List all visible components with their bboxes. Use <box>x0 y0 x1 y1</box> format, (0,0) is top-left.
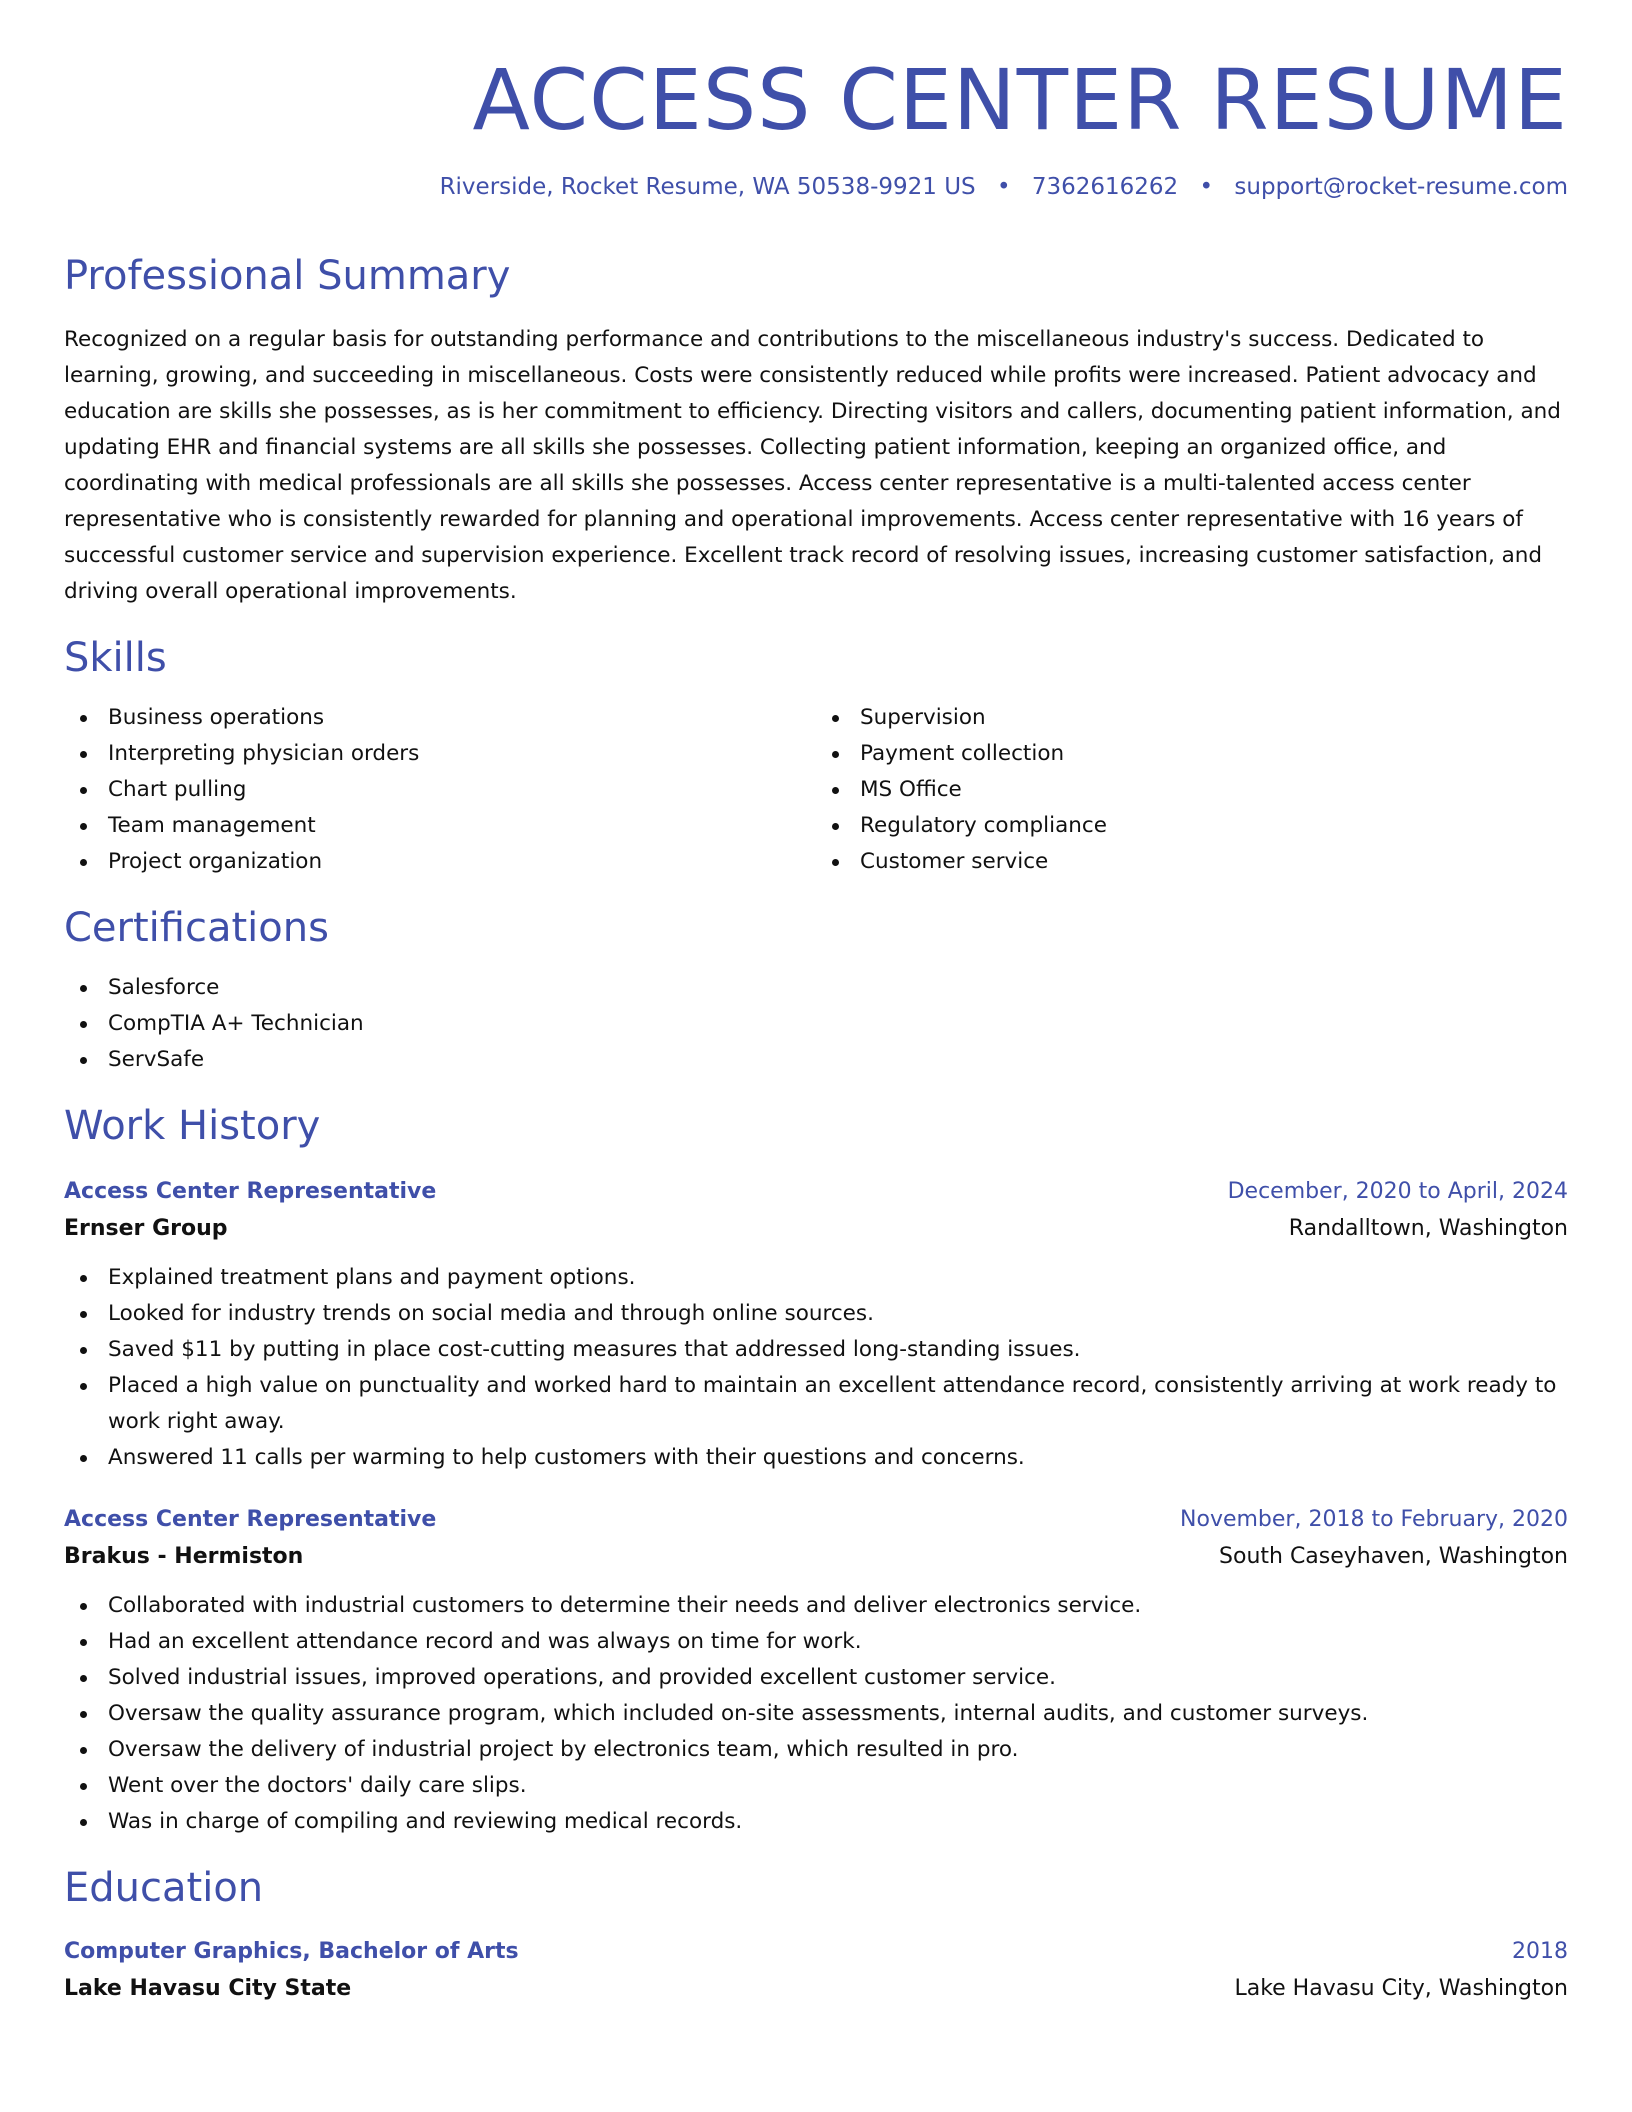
skill-item: Interpreting physician orders <box>64 736 816 772</box>
education-location: Lake Havasu City, Washington <box>1234 1975 1568 2001</box>
contact-separator: • <box>1199 174 1214 201</box>
education-heading: Education <box>64 1864 264 1911</box>
education-school-row <box>64 1970 1568 2008</box>
job-bullet: Oversaw the delivery of industrial project by electronics team, which resulted in pro. <box>64 1732 1568 1768</box>
certification-item: CompTIA A+ Technician <box>64 1006 1568 1042</box>
skill-item: MS Office <box>816 772 1568 808</box>
certifications-heading: Certifications <box>64 904 329 951</box>
skill-item: Customer service <box>816 844 1568 880</box>
contact-email: support@rocket-resume.com <box>1234 174 1568 201</box>
skills-list-right <box>816 700 1568 880</box>
job-bullet: Explained treatment plans and payment options. <box>64 1260 1568 1296</box>
job-dates: November, 2018 to February, 2020 <box>1180 1506 1568 1532</box>
education-school: Lake Havasu City State <box>64 1975 352 2001</box>
job-bullets <box>64 1260 1568 1476</box>
contact-separator: • <box>996 174 1011 201</box>
certification-item: ServSafe <box>64 1042 1568 1078</box>
education-degree: Computer Graphics, Bachelor of Arts <box>64 1938 519 1964</box>
skill-item: Project organization <box>64 844 816 880</box>
skill-item: Regulatory compliance <box>816 808 1568 844</box>
certification-item: Salesforce <box>64 970 1568 1006</box>
summary-heading: Professional Summary <box>64 252 511 299</box>
skills-list-left <box>64 700 816 880</box>
job-location: Randalltown, Washington <box>1288 1215 1568 1241</box>
job-company-row <box>64 1210 1568 1248</box>
job-dates: December, 2020 to April, 2024 <box>1227 1178 1568 1204</box>
job-company: Brakus - Hermiston <box>64 1543 304 1569</box>
job-bullet: Solved industrial issues, improved operations, and provided excellent customer service. <box>64 1660 1568 1696</box>
skills-column-right <box>816 700 1568 880</box>
job-entry <box>64 1502 1568 1840</box>
job-entry <box>64 1174 1568 1476</box>
job-company-row <box>64 1538 1568 1576</box>
skill-item: Team management <box>64 808 816 844</box>
skills-columns <box>64 700 1568 880</box>
job-location: South Caseyhaven, Washington <box>1219 1543 1568 1569</box>
job-bullet: Saved $11 by putting in place cost-cutting measures that addressed long-standing issues. <box>64 1332 1568 1368</box>
resume-name: ACCESS CENTER RESUME <box>472 51 1568 149</box>
education-year: 2018 <box>1512 1938 1568 1964</box>
skill-item: Chart pulling <box>64 772 816 808</box>
job-bullet: Was in charge of compiling and reviewing medical records. <box>64 1804 1568 1840</box>
job-header-row <box>64 1502 1568 1538</box>
contact-phone: 7362616262 <box>1031 174 1179 201</box>
job-bullet: Went over the doctors' daily care slips. <box>64 1768 1568 1804</box>
certifications-list <box>64 970 1568 1078</box>
contact-line <box>64 174 1568 202</box>
job-bullet: Collaborated with industrial customers to determine their needs and deliver electronics service. <box>64 1588 1568 1624</box>
skill-item: Supervision <box>816 700 1568 736</box>
job-bullet: Had an excellent attendance record and was always on time for work. <box>64 1624 1568 1660</box>
education-header-row <box>64 1934 1568 1970</box>
job-title: Access Center Representative <box>64 1178 437 1204</box>
job-bullet: Looked for industry trends on social media and through online sources. <box>64 1296 1568 1332</box>
education-entry <box>64 1934 1568 2008</box>
job-bullet: Oversaw the quality assurance program, which included on-site assessments, internal audits, and customer surveys. <box>64 1696 1568 1732</box>
skill-item: Business operations <box>64 700 816 736</box>
skills-column-left <box>64 700 816 880</box>
job-bullets <box>64 1588 1568 1840</box>
contact-address: Riverside, Rocket Resume, WA 50538-9921 US <box>439 174 976 201</box>
job-bullet: Placed a high value on punctuality and worked hard to maintain an excellent attendance record, consistently arriving at work ready to work right away. <box>64 1368 1568 1440</box>
summary-text: Recognized on a regular basis for outstanding performance and contributions to the miscellaneous industry's success. Dedicated to learning, growing, and succeeding in miscellaneous. Costs were consistently reduced while profits were increased. Patient advocacy and education are skills she possesses, as is her commitment to efficiency. Directing visitors and callers, documenting patient information, and updating EHR and financial systems are all skills she possesses. Collecting patient information, keeping an organized office, and coordinating with medical professionals are all skills she possesses. Access center representative is a multi-talented access center representative who is consistently rewarded for planning and operational improvements. Access center representative with 16 years of successful customer service and supervision experience. Excellent track record of resolving issues, increasing customer satisfaction, and driving overall operational improvements. <box>64 326 1561 604</box>
skill-item: Payment collection <box>816 736 1568 772</box>
job-title: Access Center Representative <box>64 1506 437 1532</box>
job-bullet: Answered 11 calls per warming to help customers with their questions and concerns. <box>64 1440 1568 1476</box>
job-header-row <box>64 1174 1568 1210</box>
skills-heading: Skills <box>64 634 167 681</box>
job-company: Ernser Group <box>64 1215 228 1241</box>
work-history-heading: Work History <box>64 1102 321 1149</box>
